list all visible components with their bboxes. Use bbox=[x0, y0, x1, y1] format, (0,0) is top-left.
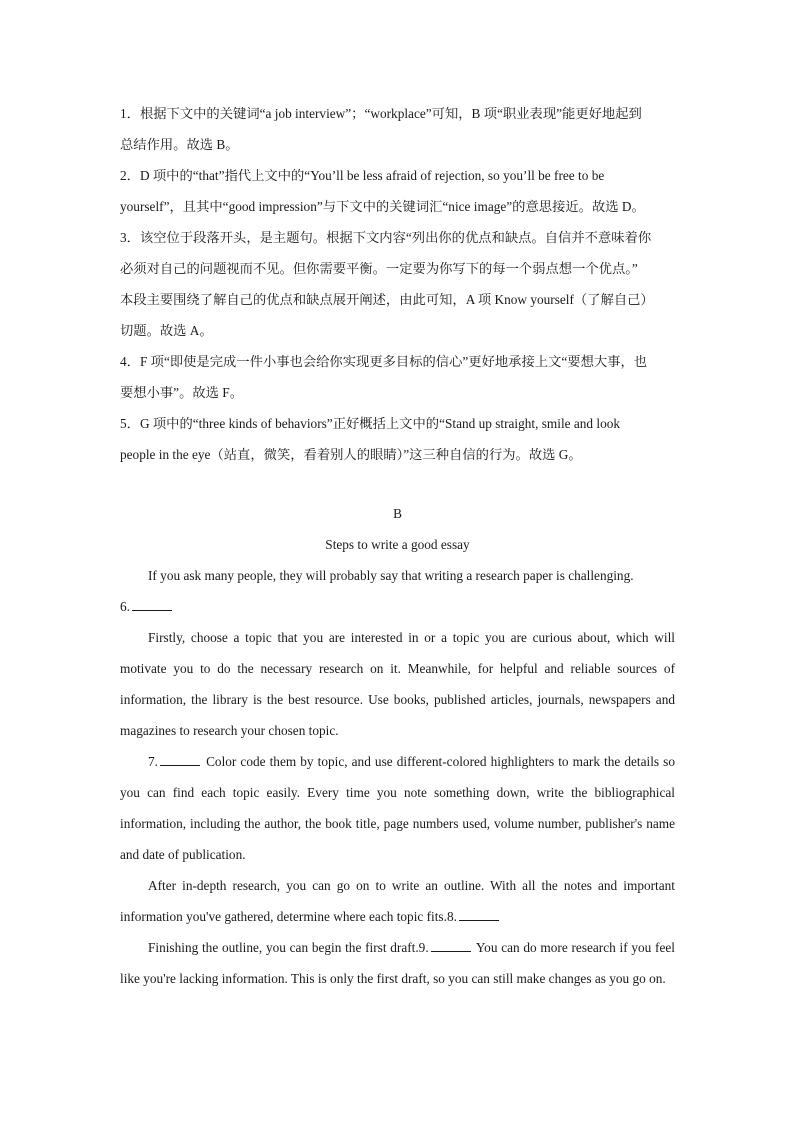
paragraph-5-text-b: You can do more research if you feel like you're lacking information. This is only the first draft, so you can still make changes as you go on. bbox=[120, 940, 675, 986]
answer-5-line-2: people in the eye（站直，微笑，看着别人的眼睛）”这三种自信的行为。故选 G。 bbox=[120, 447, 582, 462]
essay-paragraph-4 bbox=[120, 870, 675, 932]
answer-1-line-2: 总结作用。故选 B。 bbox=[120, 137, 239, 152]
paragraph-4-text: After in-depth research, you can go on to write an outline. With all the notes and important information you've gathered, determine where each topic fits. bbox=[120, 878, 675, 924]
answer-3-line-4: 切题。故选 A。 bbox=[120, 323, 213, 338]
answer-2-line-2: yourself”，且其中“good impression”与下文中的关键词汇“nice image”的意思接近。故选 D。 bbox=[120, 199, 645, 214]
section-spacer bbox=[120, 470, 675, 498]
blank-7[interactable] bbox=[160, 751, 200, 766]
essay-paragraph-2: Firstly, choose a topic that you are interested in or a topic you are curious about, which will motivate you to do the necessary research on it. Meanwhile, for helpful and reliable sources of information, the library is the best resource. Use books, published articles, journals, newspapers and magazines to research your chosen topic. bbox=[120, 630, 675, 738]
essay-title: Steps to write a good essay bbox=[325, 537, 470, 552]
answer-2-line-1: 2．D 项中的“that”指代上文中的“You’ll be less afraid of rejection, so you’ll be free to be bbox=[120, 168, 605, 183]
blank-6[interactable] bbox=[132, 596, 172, 611]
blank-8-number: 8. bbox=[446, 909, 457, 924]
essay-paragraph-3 bbox=[120, 746, 675, 870]
essay-paragraph-5 bbox=[120, 932, 675, 994]
paragraph-5-text-a: Finishing the outline, you can begin the first draft. bbox=[148, 940, 419, 955]
section-letter: B bbox=[393, 506, 402, 521]
answer-explanations bbox=[120, 98, 675, 470]
paragraph-3-text: Color code them by topic, and use different-colored highlighters to mark the details so you can find each topic easily. Every time you note something down, write the bibliographical information, including the author, the book title, page numbers used, volume number, publisher's name and date of publication. bbox=[120, 754, 675, 862]
answer-4-line-2: 要想小事”。故选 F。 bbox=[120, 385, 243, 400]
answer-3-line-1: 3．该空位于段落开头，是主题句。根据下文内容“列出你的优点和缺点。自信并不意味着你 bbox=[120, 230, 652, 245]
answer-4-line-1: 4．F 项“即使是完成一件小事也会给你实现更多目标的信心”更好地承接上文“要想大事，也 bbox=[120, 354, 648, 369]
blank-6-number: 6. bbox=[120, 599, 130, 614]
blank-8[interactable] bbox=[459, 906, 499, 921]
answer-1-line-1: 1．根据下文中的关键词“a job interview”；“workplace”可知，B 项“职业表现”能更好地起到 bbox=[120, 106, 642, 121]
essay-body bbox=[120, 560, 675, 994]
essay-paragraph-1 bbox=[120, 560, 675, 591]
paragraph-1-text: If you ask many people, they will probably say that writing a research paper is challenging. bbox=[148, 568, 634, 583]
answer-3-line-3: 本段主要围绕了解自己的优点和缺点展开阐述，由此可知，A 项 Know yourself（了解自己） bbox=[120, 292, 654, 307]
blank-6-line bbox=[120, 591, 675, 622]
blank-9-number: 9. bbox=[418, 940, 429, 955]
answer-3-line-2: 必须对自己的问题视而不见。但你需要平衡。一定要为你写下的每一个弱点想一个优点。” bbox=[120, 261, 638, 276]
blank-9[interactable] bbox=[431, 937, 471, 952]
answer-5-line-1: 5．G 项中的“three kinds of behaviors”正好概括上文中的“Stand up straight, smile and look bbox=[120, 416, 621, 431]
document-content bbox=[120, 98, 675, 994]
blank-7-number: 7. bbox=[148, 754, 158, 769]
